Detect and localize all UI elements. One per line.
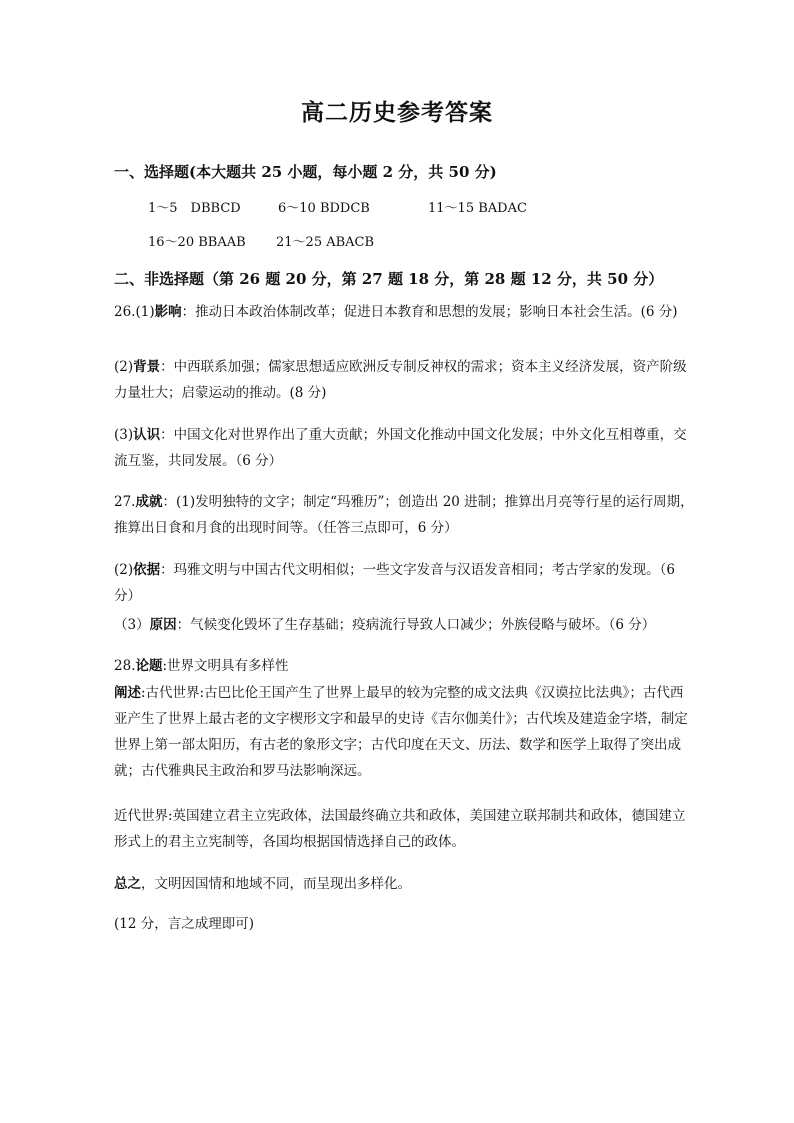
q27-part2-text: ：玛雅文明与中国古代文明相似；一些文字发音与汉语发音相同；考古学家的发现。（6 分）	[114, 562, 675, 604]
q28-part4	[114, 871, 694, 897]
section-heading-choice: 一、选择题(本大题共 25 小题，每小题 2 分，共 50 分)	[114, 163, 497, 181]
keyword: 依据	[133, 562, 161, 578]
q28-elaboration-text: :古代世界:古巴比伦王国产生了世界上最早的较为完整的成文法典《汉谟拉比法典》；古代西亚产生了世界上最古老的文字楔形文字和最早的史诗《吉尔伽美什》；古代埃及建造金字塔，制定世界上第一部太阳历，有古老的象形文字；古代印度在天文、历法、数学和医学上取得了突出成就；古代雅典民主政治和罗马法影响深远。	[114, 685, 688, 779]
q26-part3-text: ：中国文化对世界作出了重大贡献；外国文化推动中国文化发展；中外文化互相尊重，交流互鉴，共同发展。（6 分）	[114, 427, 687, 469]
section-heading-nonchoice: 二、非选择题（第 26 题 20 分，第 27 题 18 分，第 28 题 12 分，共 50 分）	[114, 270, 664, 288]
keyword: 成就	[135, 494, 163, 510]
q28-part3	[114, 803, 694, 855]
answer-group: 16～20 BBAAB	[148, 235, 246, 250]
q27-part2	[114, 557, 694, 609]
keyword: 阐述	[114, 685, 141, 701]
answer-group: 21～25 ABACB	[276, 235, 375, 250]
q28-conclusion-text: ，文明因国情和地域不同，而呈现出多样化。	[141, 876, 411, 892]
q28-topic-text: :世界文明具有多样性	[162, 658, 289, 674]
q26-keyword: 影响	[154, 304, 182, 320]
q27-part3-text: ：气候变化毁坏了生存基础；疫病流行导致人口减少；外族侵略与破坏。（6 分）	[176, 617, 656, 633]
q26-number: 26.(1)	[114, 304, 155, 320]
keyword: 认识	[133, 427, 161, 443]
q26-part2	[114, 354, 694, 406]
q27-part3	[114, 612, 694, 638]
q27-part1-text: ：(1)发明独特的文字；制定“玛雅历”；创造出 20 进制；推算出月亮等行星的运行周期，推算出日食和月食的出现时间等。（任答三点即可，6 分）	[114, 494, 694, 536]
q26-part1	[114, 299, 694, 325]
q28-part5	[114, 911, 694, 937]
q26-part3	[114, 422, 694, 474]
answer-group: 1～5 DBBCD	[148, 201, 241, 216]
keyword: 背景	[133, 359, 161, 375]
keyword: 总之	[114, 876, 141, 892]
q28-number: 28.	[114, 658, 136, 674]
q27-part1	[114, 489, 694, 541]
answer-group: 6～10 BDDCB	[278, 201, 370, 216]
q28-scoring-note: (12 分，言之成理即可)	[114, 916, 255, 932]
part-number: (2)	[114, 562, 134, 578]
page-title: 高二历史参考答案	[301, 99, 493, 126]
q26-part1-text: ：推动日本政治体制改革；促进日本教育和思想的发展；影响日本社会生活。(6 分)	[181, 304, 678, 320]
q28-part2	[114, 680, 694, 784]
keyword: 论题	[135, 658, 163, 674]
part-number: (3)	[114, 427, 134, 443]
q28-part1	[114, 653, 694, 679]
answer-group: 11～15 BADAC	[428, 201, 527, 216]
q27-number: 27.	[114, 494, 136, 510]
q28-modern-text: 近代世界:英国建立君主立宪政体，法国最终确立共和政体，美国建立联邦制共和政体，德国建立形式上的君主立宪制等，各国均根据国情选择自己的政体。	[114, 808, 686, 850]
part-number: (2)	[114, 359, 134, 375]
keyword: 原因	[149, 617, 177, 633]
part-number: （3）	[114, 617, 150, 633]
q26-part2-text: ：中西联系加强；儒家思想适应欧洲反专制反神权的需求；资本主义经济发展，资产阶级力量壮大；启蒙运动的推动。(8 分)	[114, 359, 687, 401]
